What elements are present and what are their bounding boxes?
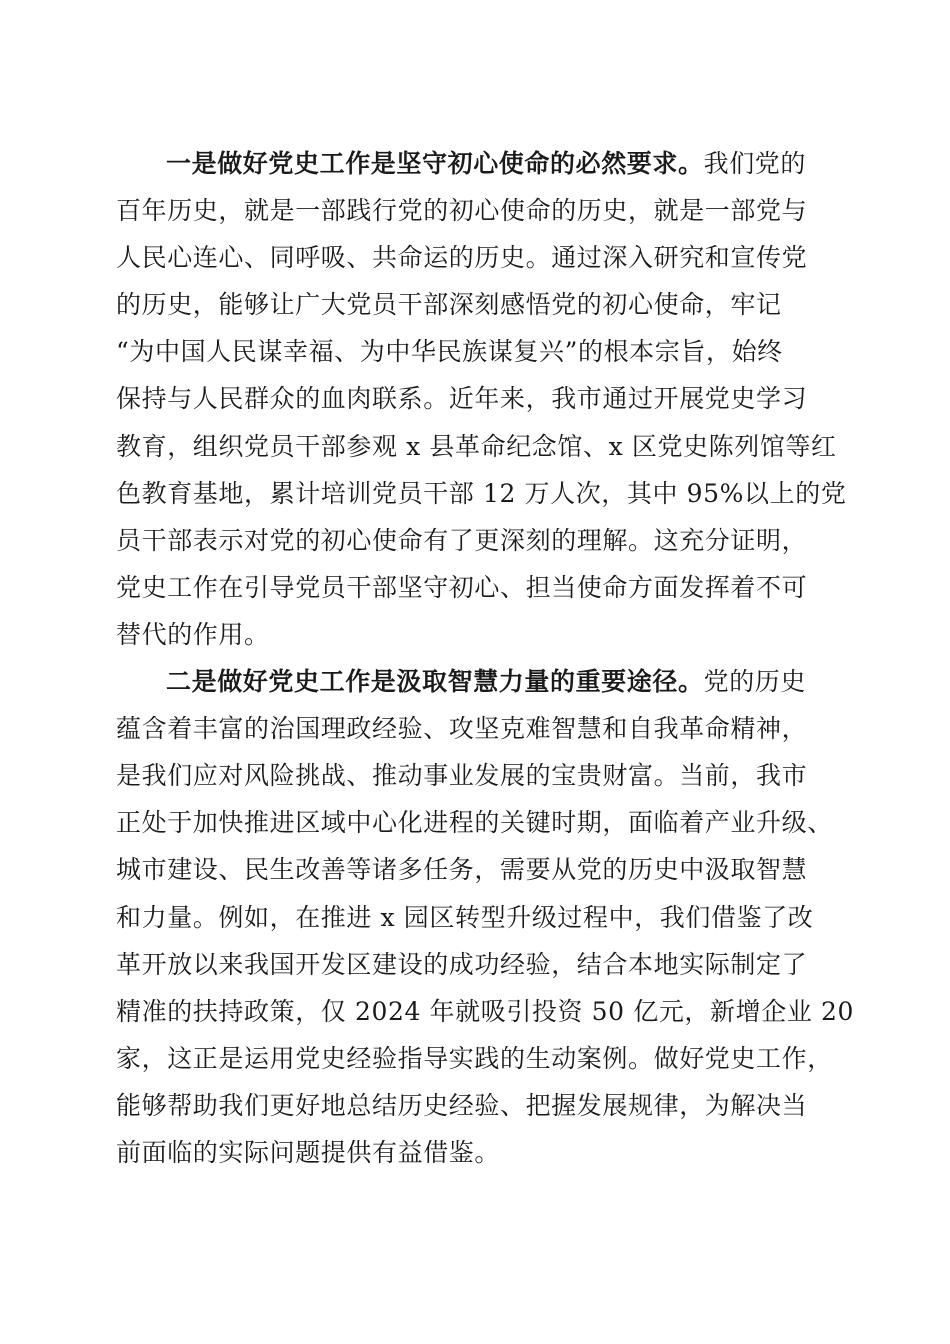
paragraph-line: 替代的作用。 [116,619,270,649]
paragraph-line: “为中国人民谋幸福、为中华民族谋复兴”的根本宗旨，始终 [116,337,783,367]
paragraph-line: 革开放以来我国开发区建设的成功经验，结合本地实际制定了 [116,949,808,979]
paragraph-line: 城市建设、民生改善等诸多任务，需要从党的历史中汲取智慧 [116,855,808,885]
paragraph-line: 百年历史，就是一部践行党的初心使命的历史，就是一部党与 [116,196,808,226]
paragraph-line: 蕴含着丰富的治国理政经验、攻坚克难智慧和自我革命精神， [116,714,808,744]
paragraph-line: 正处于加快推进区域中心化进程的关键时期，面临着产业升级、 [116,808,833,838]
paragraph-line: 的历史，能够让广大党员干部深刻感悟党的初心使命，牢记 [116,290,782,320]
paragraph-line: 色教育基地，累计培训党员干部 12 万人次，其中 95%以上的党 [116,478,847,508]
paragraph-line: 能够帮助我们更好地总结历史经验、把握发展规律，为解决当 [116,1090,808,1120]
paragraph-lead-heading: 一是做好党史工作是坚守初心使命的必然要求。 [166,149,704,178]
paragraph-wisdom-strength [116,658,854,1176]
paragraph-line: 前面临的实际问题提供有益借鉴。 [116,1137,501,1167]
paragraph-lead-heading: 二是做好党史工作是汲取智慧力量的重要途径。 [166,667,704,697]
paragraph-line: 教育，组织党员干部参观 x 县革命纪念馆、x 区党史陈列馆等红 [116,431,837,461]
paragraph-initial-mission [116,140,847,658]
paragraph-line: 保持与人民群众的血肉联系。近年来，我市通过开展党史学习 [116,384,808,414]
document-body [116,140,854,1176]
paragraph-line: 员干部表示对党的初心使命有了更深刻的理解。这充分证明， [116,525,808,555]
paragraph-text: 党的历史 [703,667,807,697]
paragraph-line: 是我们应对风险挑战、推动事业发展的宝贵财富。当前，我市 [116,761,808,791]
paragraph-line [116,658,836,705]
paragraph-line: 精准的扶持政策，仅 2024 年就吸引投资 50 亿元，新增企业 20 [116,996,854,1026]
paragraph-text: 我们党的 [703,149,807,178]
paragraph-line: 家，这正是运用党史经验指导实践的生动案例。做好党史工作， [116,1043,833,1073]
paragraph-line: 人民心连心、同呼吸、共命运的历史。通过深入研究和宣传党 [116,243,808,273]
paragraph-line: 和力量。例如，在推进 x 园区转型升级过程中，我们借鉴了改 [116,902,814,932]
paragraph-line: 党史工作在引导党员干部坚守初心、担当使命方面发挥着不可 [116,572,808,602]
paragraph-line [116,140,836,187]
